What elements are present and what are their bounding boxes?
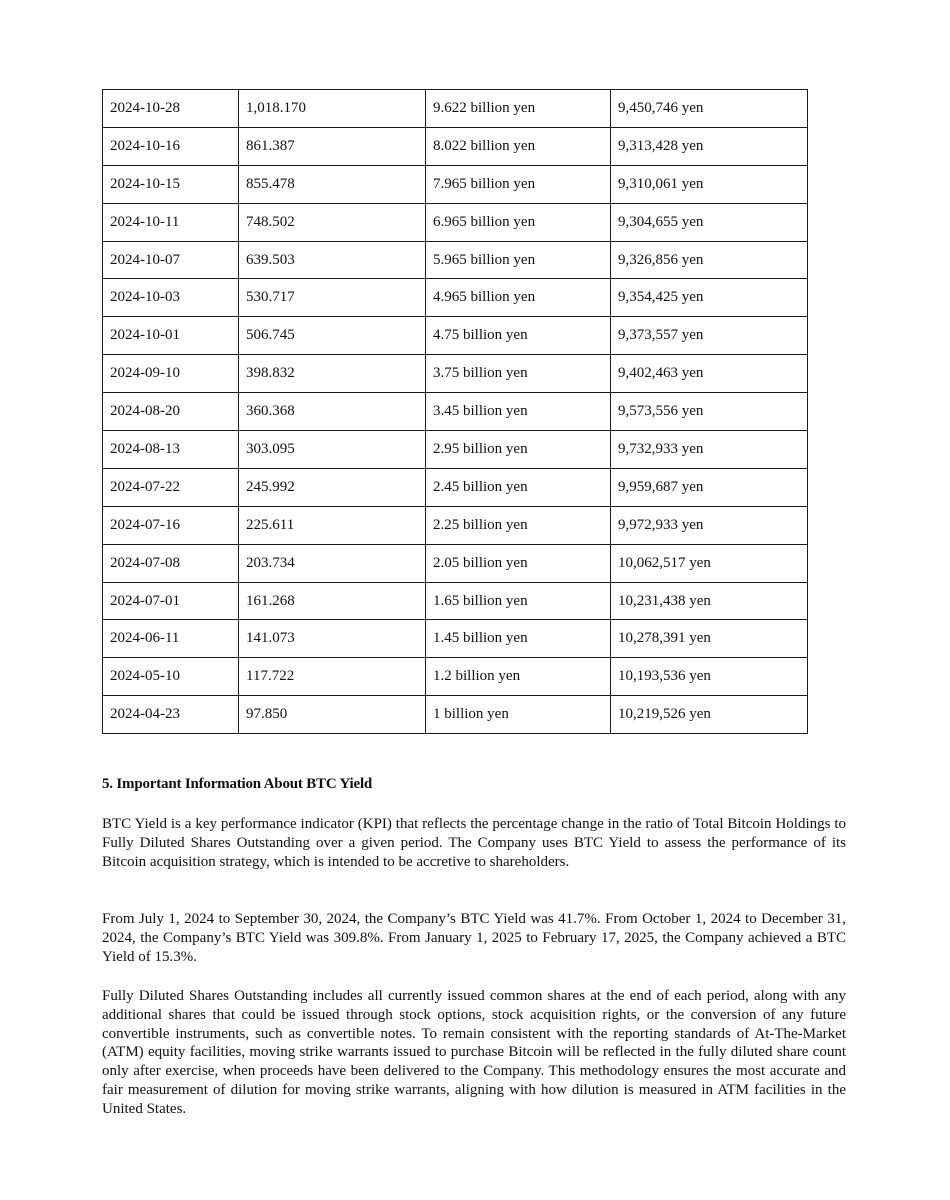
- table-row: [103, 203, 808, 241]
- cell-cumulative-cost: 2.45 billion yen: [426, 468, 611, 506]
- cell-date: 2024-07-22: [103, 468, 239, 506]
- cell-average-cost: 9,313,428 yen: [611, 127, 808, 165]
- table-row: [103, 582, 808, 620]
- cell-date: 2024-07-01: [103, 582, 239, 620]
- cell-date: 2024-10-03: [103, 279, 239, 317]
- cell-average-cost: 10,278,391 yen: [611, 620, 808, 658]
- cell-date: 2024-07-08: [103, 544, 239, 582]
- table-row: [103, 317, 808, 355]
- cell-total-btc: 225.611: [239, 506, 426, 544]
- table-row: [103, 696, 808, 734]
- cell-cumulative-cost: 8.022 billion yen: [426, 127, 611, 165]
- cell-date: 2024-10-28: [103, 90, 239, 128]
- cell-total-btc: 203.734: [239, 544, 426, 582]
- table-row: [103, 355, 808, 393]
- cell-date: 2024-04-23: [103, 696, 239, 734]
- table-row: [103, 620, 808, 658]
- cell-total-btc: 245.992: [239, 468, 426, 506]
- cell-cumulative-cost: 4.965 billion yen: [426, 279, 611, 317]
- table-row: [103, 241, 808, 279]
- cell-total-btc: 117.722: [239, 658, 426, 696]
- table-row: [103, 279, 808, 317]
- cell-total-btc: 97.850: [239, 696, 426, 734]
- cell-date: 2024-07-16: [103, 506, 239, 544]
- cell-average-cost: 9,573,556 yen: [611, 393, 808, 431]
- cell-cumulative-cost: 9.622 billion yen: [426, 90, 611, 128]
- cell-cumulative-cost: 5.965 billion yen: [426, 241, 611, 279]
- cell-cumulative-cost: 1.2 billion yen: [426, 658, 611, 696]
- cell-date: 2024-09-10: [103, 355, 239, 393]
- cell-total-btc: 161.268: [239, 582, 426, 620]
- cell-average-cost: 9,373,557 yen: [611, 317, 808, 355]
- cell-date: 2024-08-13: [103, 431, 239, 469]
- table-row: [103, 658, 808, 696]
- cell-cumulative-cost: 7.965 billion yen: [426, 165, 611, 203]
- table-row: [103, 90, 808, 128]
- cell-average-cost: 10,231,438 yen: [611, 582, 808, 620]
- cell-cumulative-cost: 4.75 billion yen: [426, 317, 611, 355]
- cell-average-cost: 9,972,933 yen: [611, 506, 808, 544]
- cell-date: 2024-10-15: [103, 165, 239, 203]
- cell-total-btc: 748.502: [239, 203, 426, 241]
- cell-average-cost: 9,310,061 yen: [611, 165, 808, 203]
- cell-date: 2024-06-11: [103, 620, 239, 658]
- cell-average-cost: 9,402,463 yen: [611, 355, 808, 393]
- cell-date: 2024-08-20: [103, 393, 239, 431]
- cell-date: 2024-10-16: [103, 127, 239, 165]
- cell-cumulative-cost: 3.75 billion yen: [426, 355, 611, 393]
- table-row: [103, 127, 808, 165]
- cell-average-cost: 10,193,536 yen: [611, 658, 808, 696]
- cell-average-cost: 10,062,517 yen: [611, 544, 808, 582]
- cell-total-btc: 303.095: [239, 431, 426, 469]
- paragraph-btc-yield-definition: BTC Yield is a key performance indicator (KPI) that reflects the percentage change in the ratio of Total Bitcoin Holdings to Fully Diluted Shares Outstanding over a given period. The Company uses BTC Yield to assess the performance of its Bitcoin acquisition strategy, which is intended to be accretive to shareholders.: [102, 816, 846, 870]
- cell-total-btc: 506.745: [239, 317, 426, 355]
- cell-cumulative-cost: 2.95 billion yen: [426, 431, 611, 469]
- cell-date: 2024-10-07: [103, 241, 239, 279]
- cell-average-cost: 9,326,856 yen: [611, 241, 808, 279]
- table-row: [103, 468, 808, 506]
- cell-date: 2024-10-11: [103, 203, 239, 241]
- paragraph-fully-diluted-shares: Fully Diluted Shares Outstanding includes all currently issued common shares at the end of each period, along with any additional shares that could be issued through stock options, stock acquisition rights, or the conversion of any future convertible instruments, such as convertible notes. To remain consistent with the reporting standards of At-The-Market (ATM) equity facilities, moving strike warrants issued to purchase Bitcoin will be reflected in the fully diluted share count only after exercise, when proceeds have been delivered to the Company. This methodology ensures the most accurate and fair measurement of dilution for moving strike warrants, aligning with how dilution is measured in ATM facilities in the United States.: [102, 988, 846, 1117]
- table-row: [103, 393, 808, 431]
- cell-total-btc: 360.368: [239, 393, 426, 431]
- table-row: [103, 431, 808, 469]
- cell-total-btc: 530.717: [239, 279, 426, 317]
- cell-average-cost: 9,732,933 yen: [611, 431, 808, 469]
- cell-average-cost: 9,354,425 yen: [611, 279, 808, 317]
- table-body: [103, 90, 808, 734]
- cell-average-cost: 9,959,687 yen: [611, 468, 808, 506]
- cell-average-cost: 9,304,655 yen: [611, 203, 808, 241]
- section-heading: 5. Important Information About BTC Yield: [102, 776, 373, 792]
- cell-total-btc: 1,018.170: [239, 90, 426, 128]
- cell-average-cost: 10,219,526 yen: [611, 696, 808, 734]
- cell-cumulative-cost: 2.05 billion yen: [426, 544, 611, 582]
- cell-total-btc: 141.073: [239, 620, 426, 658]
- cell-average-cost: 9,450,746 yen: [611, 90, 808, 128]
- cell-total-btc: 855.478: [239, 165, 426, 203]
- cell-cumulative-cost: 2.25 billion yen: [426, 506, 611, 544]
- table-row: [103, 165, 808, 203]
- cell-cumulative-cost: 1.45 billion yen: [426, 620, 611, 658]
- bitcoin-purchase-table: [102, 89, 808, 734]
- cell-total-btc: 398.832: [239, 355, 426, 393]
- cell-date: 2024-10-01: [103, 317, 239, 355]
- cell-date: 2024-05-10: [103, 658, 239, 696]
- paragraph-btc-yield-results: From July 1, 2024 to September 30, 2024, the Company’s BTC Yield was 41.7%. From October 1, 2024 to December 31, 2024, the Company’s BTC Yield was 309.8%. From January 1, 2025 to February 17, 2025, the Company achieved a BTC Yield of 15.3%.: [102, 911, 846, 965]
- cell-total-btc: 639.503: [239, 241, 426, 279]
- cell-cumulative-cost: 3.45 billion yen: [426, 393, 611, 431]
- cell-cumulative-cost: 6.965 billion yen: [426, 203, 611, 241]
- table-row: [103, 506, 808, 544]
- cell-cumulative-cost: 1 billion yen: [426, 696, 611, 734]
- cell-total-btc: 861.387: [239, 127, 426, 165]
- table-row: [103, 544, 808, 582]
- cell-cumulative-cost: 1.65 billion yen: [426, 582, 611, 620]
